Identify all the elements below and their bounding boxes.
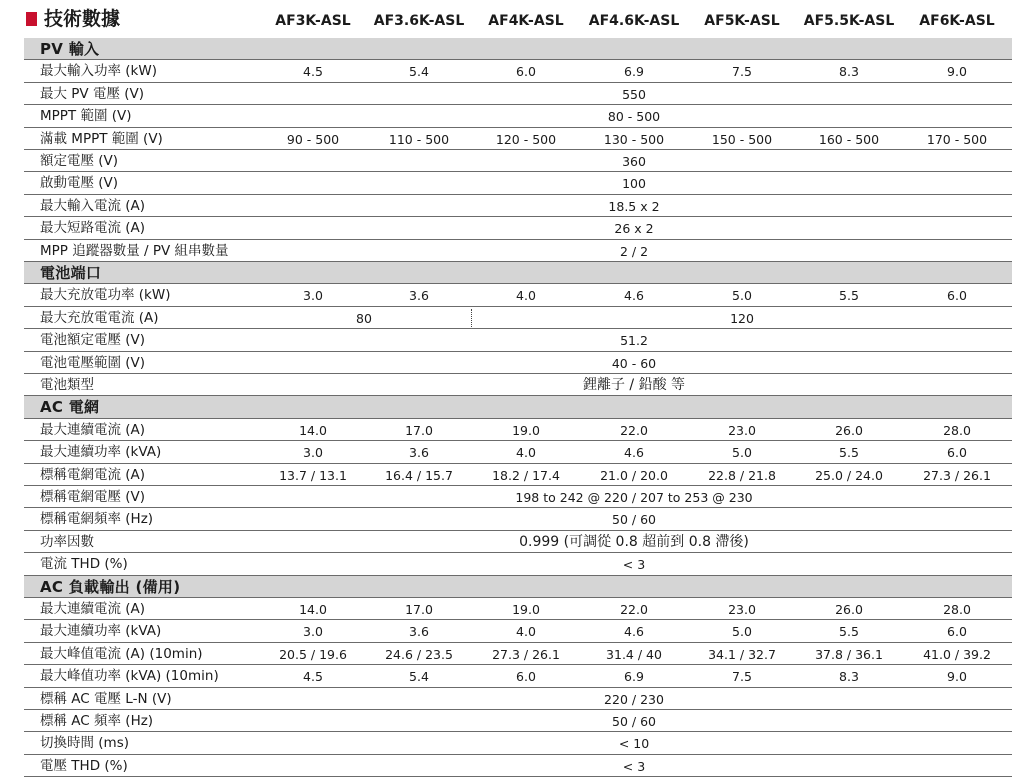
row-label: 標稱電網電壓 (V) [40, 489, 146, 505]
cell-value: 26.0 [835, 602, 863, 617]
cell-value: 4.0 [516, 445, 536, 461]
section-header [24, 38, 1012, 60]
table-row [24, 710, 1012, 732]
cell-value: 23.0 [728, 422, 756, 438]
cell-value: 22.8 / 21.8 [708, 467, 776, 483]
table-row [24, 620, 1012, 642]
cell-value: 51.2 [620, 333, 648, 349]
row-label: 最大連續電流 (A) [40, 421, 146, 438]
cell-value: 7.5 [732, 64, 752, 80]
row-label: 最大短路電流 (A) [40, 220, 146, 237]
row-label: 標稱電網頻率 (Hz) [40, 511, 154, 528]
cell-value: 3.0 [303, 445, 323, 461]
cell-value: < 10 [618, 736, 650, 752]
table-row [24, 307, 1012, 329]
cell-value: 31.4 / 40 [606, 646, 662, 662]
cell-value: 21.0 / 20.0 [600, 467, 668, 483]
cell-value: 7.5 [732, 669, 752, 685]
cell-value: 150 - 500 [711, 131, 773, 147]
table-row [24, 598, 1012, 620]
cell-value: 27.3 / 26.1 [923, 467, 991, 483]
cell-value: 26.0 [835, 422, 863, 438]
cell-value: 5.5 [839, 288, 859, 304]
table-row [24, 643, 1012, 665]
cell-value: 14.0 [299, 602, 327, 617]
row-label: 最大峰值電流 (A) (10min) [40, 645, 203, 662]
cell-value: 6.0 [947, 624, 967, 640]
cell-value: 13.7 / 13.1 [279, 467, 347, 483]
row-label: 電池電壓範圍 (V) [40, 354, 146, 371]
cell-value: 9.0 [947, 669, 967, 685]
row-label: 電壓 THD (%) [40, 757, 128, 774]
row-label: 標稱 AC 電壓 L-N (V) [40, 690, 172, 707]
cell-value: 5.0 [732, 445, 752, 461]
model-header: AF5.5K-ASL [803, 13, 895, 29]
cell-value: 0.999 (可調從 0.8 超前到 0.8 滯後) [519, 533, 749, 550]
cell-value: 5.0 [732, 288, 752, 304]
table-row [24, 464, 1012, 486]
cell-value: 220 / 230 [604, 691, 664, 707]
cell-value: 14.0 [299, 422, 327, 438]
table-row [24, 374, 1012, 396]
cell-value: 5.4 [409, 64, 429, 80]
table-row [24, 441, 1012, 463]
table-row [24, 150, 1012, 172]
cell-value: 4.6 [624, 445, 644, 461]
cell-value: 37.8 / 36.1 [815, 646, 883, 662]
cell-value: 5.5 [839, 445, 859, 461]
table-row [24, 553, 1012, 575]
section-title: 電池端口 [40, 264, 102, 282]
cell-value: 6.0 [516, 64, 536, 80]
cell-value: 100 [622, 176, 646, 192]
cell-value: 34.1 / 32.7 [708, 646, 776, 662]
cell-value: 3.0 [303, 624, 323, 640]
cell-value: 160 - 500 [818, 131, 880, 147]
row-label: 功率因數 [40, 533, 94, 550]
cell-value: 18.5 x 2 [608, 198, 660, 214]
table-row [24, 755, 1012, 777]
cell-value: 6.0 [947, 288, 967, 304]
cell-value: 22.0 [620, 602, 648, 617]
cell-value: 20.5 / 19.6 [279, 646, 347, 662]
cell-value: 3.0 [303, 288, 323, 304]
cell-value: 40 - 60 [611, 355, 657, 371]
cell-value: 22.0 [620, 422, 648, 438]
cell-value: 50 / 60 [612, 512, 656, 528]
row-label: MPPT 範圍 (V) [40, 108, 132, 125]
row-label: 最大輸入電流 (A) [40, 197, 146, 214]
cell-value: 6.9 [624, 669, 644, 685]
title-marker [26, 12, 37, 26]
row-label: 最大充放電功率 (kW) [40, 287, 171, 304]
row-label: 最大連續功率 (kVA) [40, 444, 162, 461]
cell-value: 550 [622, 86, 646, 102]
table-row [24, 329, 1012, 351]
cell-value: 2 / 2 [619, 243, 649, 259]
row-label: 最大連續功率 (kVA) [40, 623, 162, 640]
cell-value: 6.9 [624, 64, 644, 80]
table-row [24, 419, 1012, 441]
cell-value: 4.5 [303, 64, 323, 80]
spec-header [0, 0, 1024, 38]
section-header [24, 262, 1012, 284]
table-row [24, 128, 1012, 150]
table-row [24, 688, 1012, 710]
cell-value: 41.0 / 39.2 [923, 646, 991, 662]
cell-value: 4.0 [516, 288, 536, 304]
table-row [24, 172, 1012, 194]
cell-value: 198 to 242 @ 220 / 207 to 253 @ 230 [515, 490, 753, 505]
table-row [24, 531, 1012, 553]
row-label: 電池類型 [40, 377, 94, 393]
table-row [24, 195, 1012, 217]
cell-value: 5.5 [839, 624, 859, 640]
model-header: AF3K-ASL [275, 13, 351, 29]
row-label: 電流 THD (%) [40, 556, 128, 573]
section-title: PV 輸入 [40, 40, 100, 58]
table-row [24, 352, 1012, 374]
cell-value: 170 - 500 [926, 131, 988, 147]
table-row [24, 240, 1012, 262]
table-row [24, 284, 1012, 306]
row-label: 啟動電壓 (V) [40, 175, 119, 192]
cell-value: 23.0 [728, 602, 756, 617]
cell-value: 9.0 [947, 64, 967, 80]
column-divider [471, 309, 472, 327]
table-row [24, 665, 1012, 687]
cell-value: 120 [730, 310, 754, 326]
cell-value: 8.3 [839, 669, 859, 685]
cell-value: 3.6 [409, 288, 429, 304]
cell-value: 120 - 500 [495, 131, 557, 147]
table-row [24, 105, 1012, 127]
page-title: 技術數據 [44, 8, 121, 30]
cell-value: 28.0 [943, 602, 971, 617]
row-label: 最大 PV 電壓 (V) [40, 85, 145, 102]
row-label: 最大輸入功率 (kW) [40, 63, 157, 80]
table-row [24, 732, 1012, 754]
cell-value: 25.0 / 24.0 [815, 467, 883, 483]
row-label: 最大峰值功率 (kVA) (10min) [40, 668, 219, 685]
row-label: 滿載 MPPT 範圍 (V) [40, 130, 163, 147]
cell-value: 4.6 [624, 288, 644, 304]
cell-value: 8.3 [839, 64, 859, 80]
section-header [24, 396, 1012, 418]
cell-value: 80 [356, 310, 372, 326]
cell-value: 3.6 [409, 445, 429, 461]
cell-value: 18.2 / 17.4 [492, 467, 560, 483]
cell-value: 130 - 500 [603, 131, 665, 147]
cell-value: 5.4 [409, 669, 429, 685]
model-header: AF4K-ASL [488, 13, 564, 29]
cell-value: 19.0 [512, 422, 540, 438]
cell-value: 360 [622, 154, 646, 169]
row-label: 標稱 AC 頻率 (Hz) [40, 713, 154, 729]
row-label: 電池額定電壓 (V) [40, 332, 146, 349]
row-label: 最大充放電電流 (A) [40, 309, 159, 326]
cell-value: 4.5 [303, 669, 323, 685]
cell-value: 19.0 [512, 602, 540, 617]
model-header: AF4.6K-ASL [588, 13, 680, 29]
cell-value: 24.6 / 23.5 [385, 646, 453, 662]
cell-value: < 3 [622, 557, 646, 573]
section-title: AC 電網 [40, 398, 100, 417]
row-label: 標稱電網電流 (A) [40, 466, 146, 483]
cell-value: 50 / 60 [612, 714, 656, 729]
cell-value: 28.0 [943, 422, 971, 438]
model-header: AF6K-ASL [919, 13, 995, 29]
cell-value: 4.0 [516, 624, 536, 640]
cell-value: 17.0 [405, 422, 433, 438]
cell-value: < 3 [622, 758, 646, 774]
cell-value: 6.0 [516, 669, 536, 685]
cell-value: 27.3 / 26.1 [492, 646, 560, 662]
cell-value: 5.0 [732, 624, 752, 640]
table-row [24, 217, 1012, 239]
table-row [24, 508, 1012, 530]
cell-value: 80 - 500 [607, 109, 661, 125]
section-header [24, 576, 1012, 598]
cell-value: 3.6 [409, 624, 429, 640]
cell-value: 110 - 500 [388, 131, 450, 147]
model-header: AF5K-ASL [704, 13, 780, 29]
table-row [24, 83, 1012, 105]
row-label: 切換時間 (ms) [40, 735, 130, 752]
cell-value: 16.4 / 15.7 [385, 467, 453, 483]
model-header: AF3.6K-ASL [373, 13, 465, 29]
cell-value: 17.0 [405, 602, 433, 617]
row-label: 最大連續電流 (A) [40, 601, 146, 617]
section-title: AC 負載輸出 (備用) [40, 577, 181, 596]
row-label: 額定電壓 (V) [40, 153, 119, 169]
cell-value: 26 x 2 [614, 221, 654, 237]
table-row [24, 60, 1012, 82]
cell-value: 4.6 [624, 624, 644, 640]
table-row [24, 486, 1012, 508]
cell-value: 6.0 [947, 445, 967, 461]
cell-value: 鋰離子 / 鉛酸 等 [582, 377, 686, 393]
row-label: MPP 追蹤器數量 / PV 組串數量 [40, 242, 229, 259]
cell-value: 90 - 500 [286, 131, 340, 147]
